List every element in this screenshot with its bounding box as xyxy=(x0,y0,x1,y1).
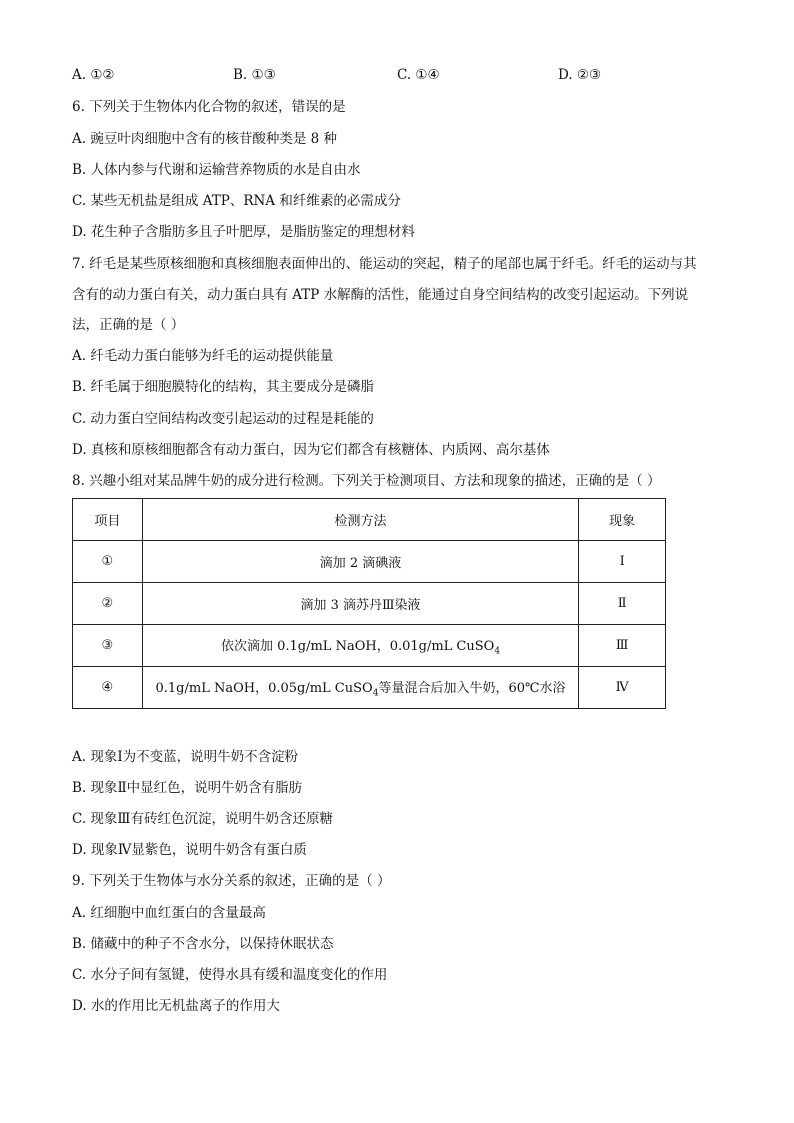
row-method: 滴加 3 滴苏丹Ⅲ染液 xyxy=(142,583,579,625)
q9-stem: 9. 下列关于生物体与水分关系的叙述，正确的是（ ） xyxy=(72,873,391,889)
q8-stem: 8. 兴趣小组对某品牌牛奶的成分进行检测。下列关于检测项目、方法和现象的描述，正确的是（ ） xyxy=(72,473,661,489)
row-result: Ⅲ xyxy=(579,625,666,667)
q6-option-d: D. 花生种子含脂肪多且子叶肥厚，是脂肪鉴定的理想材料 xyxy=(72,224,415,240)
row-method: 依次滴加 0.1g/mL NaOH，0.01g/mL CuSO$_4$ xyxy=(142,625,579,667)
q7-option-d: D. 真核和原核细胞都含有动力蛋白，因为它们都含有核糖体、内质网、高尔基体 xyxy=(72,442,550,458)
table-row xyxy=(73,667,666,709)
q6-option-b: B. 人体内参与代谢和运输营养物质的水是自由水 xyxy=(72,162,361,178)
q9-option-c: C. 水分子间有氢键，使得水具有缓和温度变化的作用 xyxy=(72,967,388,983)
q9-option-d: D. 水的作用比无机盐离子的作用大 xyxy=(72,998,280,1014)
q6-stem: 6. 下列关于生物体内化合物的叙述，错误的是 xyxy=(72,99,346,115)
q7-option-c: C. 动力蛋白空间结构改变引起运动的过程是耗能的 xyxy=(72,411,374,427)
q5-option-d: D. ②③ xyxy=(558,67,602,83)
q8-option-b: B. 现象Ⅱ中显红色，说明牛奶含有脂肪 xyxy=(72,780,303,796)
row-item: ③ xyxy=(73,625,143,667)
row-result: Ⅰ xyxy=(579,541,666,583)
table-row xyxy=(73,541,666,583)
row-result: Ⅱ xyxy=(579,583,666,625)
q5-option-a: A. ①② xyxy=(72,67,115,83)
header-method: 检测方法 xyxy=(142,499,579,541)
q6-option-a: A. 豌豆叶肉细胞中含有的核苷酸种类是 8 种 xyxy=(72,131,338,147)
q7-option-b: B. 纤毛属于细胞膜特化的结构，其主要成分是磷脂 xyxy=(72,379,375,395)
q8-option-c: C. 现象Ⅲ有砖红色沉淀，说明牛奶含还原糖 xyxy=(72,811,333,827)
q7-option-a: A. 纤毛动力蛋白能够为纤毛的运动提供能量 xyxy=(72,348,334,364)
row-item: ② xyxy=(73,583,143,625)
row-result: Ⅳ xyxy=(579,667,666,709)
q5-option-b: B. ①③ xyxy=(233,67,276,83)
q5-option-c: C. ①④ xyxy=(397,67,440,83)
table-header-row xyxy=(73,499,666,541)
header-result: 现象 xyxy=(579,499,666,541)
row-method: 滴加 2 滴碘液 xyxy=(142,541,579,583)
row-item: ④ xyxy=(73,667,143,709)
table-row xyxy=(73,625,666,667)
q7-stem-line-1: 7. 纤毛是某些原核细胞和真核细胞表面伸出的、能运动的突起，精子的尾部也属于纤毛。纤毛的运动与其 xyxy=(72,256,697,272)
q8-option-a: A. 现象Ⅰ为不变蓝，说明牛奶不含淀粉 xyxy=(72,749,299,765)
q9-option-a: A. 红细胞中血红蛋白的含量最高 xyxy=(72,905,266,921)
row-item: ① xyxy=(73,541,143,583)
q6-option-c: C. 某些无机盐是组成 ATP、RNA 和纤维素的必需成分 xyxy=(72,193,401,209)
q8-table xyxy=(72,498,666,709)
q8-option-d: D. 现象Ⅳ显紫色，说明牛奶含有蛋白质 xyxy=(72,842,307,858)
table-row xyxy=(73,583,666,625)
q9-option-b: B. 储藏中的种子不含水分，以保持休眠状态 xyxy=(72,936,334,952)
q7-stem-line-2: 含有的动力蛋白有关，动力蛋白具有 ATP 水解酶的活性，能通过自身空间结构的改变引起运动。下列说 xyxy=(72,287,689,303)
header-item: 项目 xyxy=(73,499,143,541)
row-method: 0.1g/mL NaOH，0.05g/mL CuSO$_4$等量混合后加入牛奶，60℃水浴 xyxy=(142,667,579,709)
q7-stem-line-3: 法，正确的是（ ） xyxy=(72,317,185,333)
